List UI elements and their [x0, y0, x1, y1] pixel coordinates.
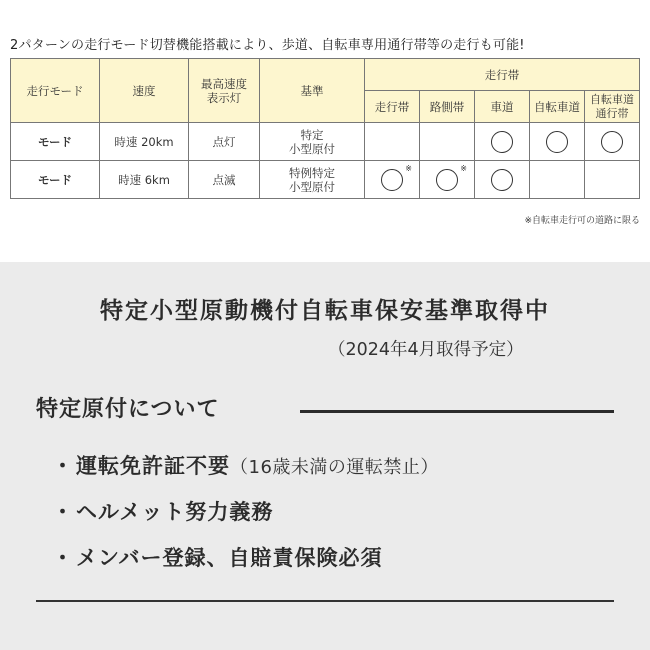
allowed-circle-icon: [601, 131, 623, 153]
header-mode: 走行モード: [11, 59, 100, 123]
bullet-dot: ・: [52, 500, 74, 524]
allowed-circle-icon: [491, 169, 513, 191]
header-zone: 路側帯: [420, 91, 475, 123]
certification-title: 特定小型原動機付自転車保安基準取得中: [100, 298, 550, 324]
header-zone-group: 走行帯: [365, 59, 640, 91]
bullet-text: 運転免許証不要: [76, 454, 230, 478]
cell-zone: [475, 161, 530, 199]
header-zone: 走行帯: [365, 91, 420, 123]
allowed-circle-icon: [436, 169, 458, 191]
certification-subtitle: （2024年4月取得予定）: [328, 340, 524, 360]
bullet-text: メンバー登録、自賠責保険必須: [76, 546, 383, 570]
section-title: 特定原付について: [36, 397, 220, 422]
header-zone: 自転車道 通行帯: [585, 91, 640, 123]
info-panel: [0, 262, 650, 650]
cell-standard: 特定 小型原付: [260, 123, 365, 161]
header-lamp: 最高速度 表示灯: [189, 59, 260, 123]
cell-zone: [585, 123, 640, 161]
bullet-item: [52, 450, 439, 480]
header-zone: 自転車道: [530, 91, 585, 123]
table-row: [11, 161, 640, 199]
cell-mode: モード: [11, 161, 100, 199]
table-footnote: ※自転車走行可の道路に限る: [524, 216, 640, 226]
allowed-circle-icon: [546, 131, 568, 153]
cell-mode: モード: [11, 123, 100, 161]
note-mark: ※: [405, 163, 412, 173]
section-divider: [300, 410, 614, 413]
bullet-item: [52, 496, 273, 526]
header-zone: 車道: [475, 91, 530, 123]
cell-zone: [585, 161, 640, 199]
cell-standard: 特例特定 小型原付: [260, 161, 365, 199]
cell-speed: 時速 20km: [100, 123, 189, 161]
cell-zone: [475, 123, 530, 161]
cell-zone: [530, 161, 585, 199]
cell-zone: [365, 161, 420, 199]
cell-zone: [530, 123, 585, 161]
allowed-circle-icon: [491, 131, 513, 153]
header-speed: 速度: [100, 59, 189, 123]
cell-speed: 時速 6km: [100, 161, 189, 199]
note-mark: ※: [460, 163, 467, 173]
header-standard: 基準: [260, 59, 365, 123]
bullet-text: ヘルメット努力義務: [76, 500, 274, 524]
cell-lamp: 点灯: [189, 123, 260, 161]
bullet-note: （16歳未満の運転禁止）: [230, 457, 439, 478]
cell-zone: [420, 161, 475, 199]
bullet-dot: ・: [52, 454, 74, 478]
feature-heading: 2パターンの走行モード切替機能搭載により、歩道、自転車専用通行帯等の走行も可能!: [10, 38, 525, 53]
cell-zone: [420, 123, 475, 161]
bullet-item: [52, 542, 383, 572]
mode-spec-table: [10, 58, 640, 199]
spec-panel: [0, 0, 650, 262]
table-row: [11, 123, 640, 161]
bullet-dot: ・: [52, 546, 74, 570]
bottom-divider: [36, 600, 614, 602]
cell-lamp: 点滅: [189, 161, 260, 199]
cell-zone: [365, 123, 420, 161]
allowed-circle-icon: [381, 169, 403, 191]
